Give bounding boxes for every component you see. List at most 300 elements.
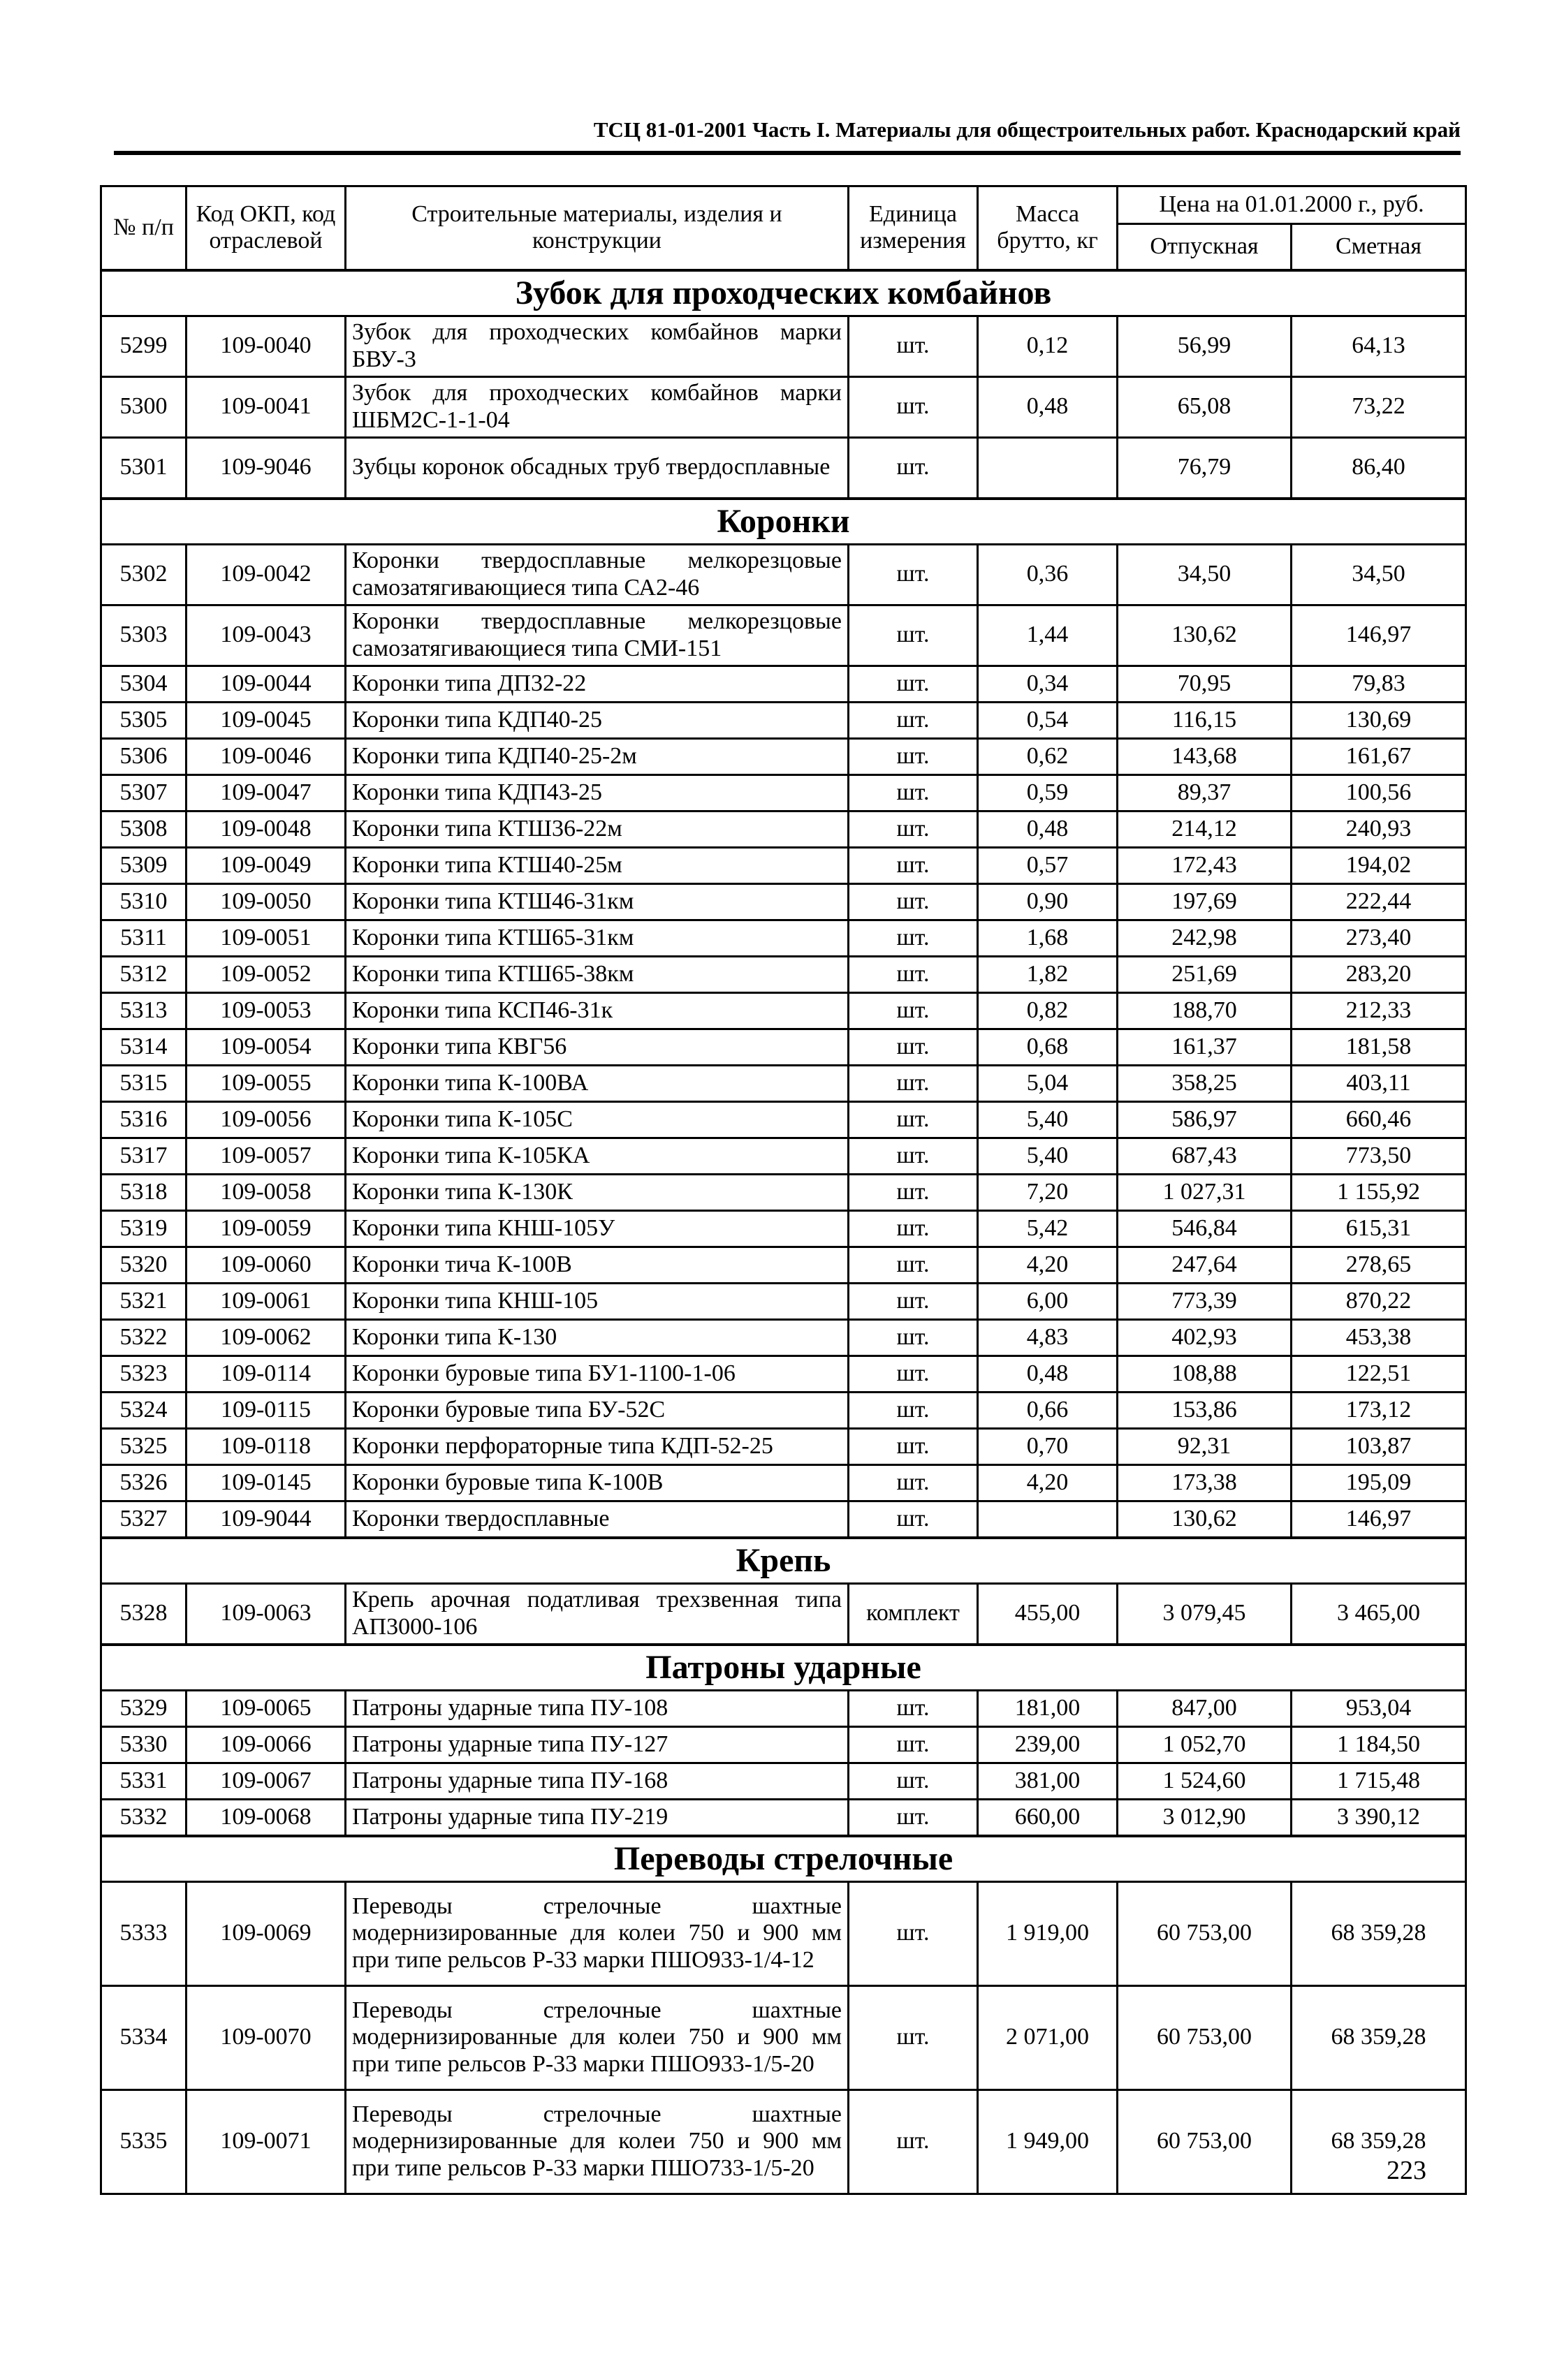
row-mass: 0,82 [978,992,1118,1029]
row-estimate-price: 222,44 [1292,883,1466,920]
row-name: Коронки типа ДП32-22 [346,666,849,702]
table-row [101,992,1466,1029]
row-number: 5304 [101,666,187,702]
row-release-price: 1 027,31 [1118,1174,1292,1210]
row-mass: 5,40 [978,1101,1118,1138]
row-mass: 0,48 [978,811,1118,847]
table-row [101,1985,1466,2089]
row-estimate-price: 1 184,50 [1292,1726,1466,1763]
row-name: Крепь арочная податливая трехзвенная типа АП3000-106 [346,1583,849,1645]
row-unit: шт. [849,992,978,1029]
row-number: 5320 [101,1247,187,1283]
row-number: 5303 [101,605,187,666]
row-code: 109-0070 [187,1985,346,2089]
row-code: 109-0053 [187,992,346,1029]
row-estimate-price: 103,87 [1292,1428,1466,1464]
table-row [101,811,1466,847]
row-mass: 0,66 [978,1392,1118,1428]
row-estimate-price: 283,20 [1292,956,1466,992]
header-rule [114,151,1461,155]
row-unit: шт. [849,1985,978,2089]
table-row [101,1174,1466,1210]
row-mass: 1,68 [978,920,1118,956]
row-estimate-price: 146,97 [1292,1501,1466,1538]
row-code: 109-0040 [187,316,346,376]
row-estimate-price: 773,50 [1292,1138,1466,1174]
row-release-price: 92,31 [1118,1428,1292,1464]
row-name: Патроны ударные типа ПУ-168 [346,1763,849,1799]
page-number: 223 [1387,2156,1426,2185]
row-release-price: 143,68 [1118,738,1292,774]
row-mass: 0,68 [978,1029,1118,1065]
row-code: 109-0051 [187,920,346,956]
row-estimate-price: 68 359,28 [1292,1881,1466,1985]
row-unit: шт. [849,956,978,992]
row-release-price: 130,62 [1118,605,1292,666]
row-code: 109-0061 [187,1283,346,1319]
row-code: 109-9044 [187,1501,346,1538]
row-estimate-price: 146,97 [1292,605,1466,666]
table-row [101,544,1466,605]
row-code: 109-0059 [187,1210,346,1247]
table-row [101,1583,1466,1645]
row-release-price: 130,62 [1118,1501,1292,1538]
row-number: 5324 [101,1392,187,1428]
row-mass: 0,90 [978,883,1118,920]
row-number: 5319 [101,1210,187,1247]
row-unit: шт. [849,316,978,376]
row-number: 5333 [101,1881,187,1985]
row-number: 5334 [101,1985,187,2089]
row-number: 5313 [101,992,187,1029]
row-code: 109-0114 [187,1356,346,1392]
row-estimate-price: 403,11 [1292,1065,1466,1101]
row-release-price: 586,97 [1118,1101,1292,1138]
row-unit: шт. [849,1210,978,1247]
table-row [101,376,1466,437]
row-estimate-price: 273,40 [1292,920,1466,956]
row-number: 5312 [101,956,187,992]
row-release-price: 197,69 [1118,883,1292,920]
row-unit: шт. [849,1065,978,1101]
row-estimate-price: 1 155,92 [1292,1174,1466,1210]
table-row [101,1763,1466,1799]
row-release-price: 116,15 [1118,702,1292,738]
table-row [101,738,1466,774]
table-row [101,1690,1466,1726]
row-name: Коронки типа КТШ65-38км [346,956,849,992]
row-name: Зубок для проходческих комбайнов марки ШБМ2С-1-1-04 [346,376,849,437]
row-code: 109-0063 [187,1583,346,1645]
row-name: Коронки типа КТШ40-25м [346,847,849,883]
row-mass: 0,48 [978,1356,1118,1392]
table-row [101,920,1466,956]
row-name: Коронки типа КНШ-105У [346,1210,849,1247]
row-mass [978,437,1118,499]
section-row [101,1538,1466,1584]
row-release-price: 358,25 [1118,1065,1292,1101]
row-number: 5299 [101,316,187,376]
row-unit: шт. [849,774,978,811]
row-release-price: 3 012,90 [1118,1799,1292,1836]
row-release-price: 214,12 [1118,811,1292,847]
table-row [101,1319,1466,1356]
row-mass: 0,70 [978,1428,1118,1464]
row-code: 109-0049 [187,847,346,883]
table-row [101,956,1466,992]
table-row [101,1428,1466,1464]
row-number: 5308 [101,811,187,847]
section-title: Переводы стрелочные [101,1836,1466,1882]
section-row [101,1836,1466,1882]
row-number: 5318 [101,1174,187,1210]
row-mass: 5,04 [978,1065,1118,1101]
table-row [101,1029,1466,1065]
row-unit: шт. [849,1726,978,1763]
row-estimate-price: 181,58 [1292,1029,1466,1065]
row-release-price: 546,84 [1118,1210,1292,1247]
row-unit: шт. [849,847,978,883]
row-name: Коронки твердосплавные мелкорезцовые самозатягивающиеся типа СА2-46 [346,544,849,605]
table-body [101,270,1466,2194]
row-number: 5306 [101,738,187,774]
row-number: 5332 [101,1799,187,1836]
col-unit-header: Единица измерения [849,186,978,270]
table-row [101,1065,1466,1101]
col-price-estimate-header: Сметная [1292,224,1466,270]
row-estimate-price: 161,67 [1292,738,1466,774]
section-row [101,499,1466,545]
table-header [101,186,1466,270]
row-release-price: 153,86 [1118,1392,1292,1428]
table-row [101,437,1466,499]
row-number: 5310 [101,883,187,920]
row-code: 109-0042 [187,544,346,605]
row-estimate-price: 240,93 [1292,811,1466,847]
row-mass: 5,42 [978,1210,1118,1247]
row-number: 5307 [101,774,187,811]
row-number: 5326 [101,1464,187,1501]
row-name: Коронки перфораторные типа КДП-52-25 [346,1428,849,1464]
row-mass: 1 949,00 [978,2089,1118,2194]
row-name: Коронки типа КДП40-25 [346,702,849,738]
col-price-group-header: Цена на 01.01.2000 г., руб. [1118,186,1466,224]
row-name: Патроны ударные типа ПУ-108 [346,1690,849,1726]
row-code: 109-0052 [187,956,346,992]
row-number: 5317 [101,1138,187,1174]
row-name: Коронки типа К-105КА [346,1138,849,1174]
row-unit: шт. [849,1763,978,1799]
row-estimate-price: 195,09 [1292,1464,1466,1501]
row-name: Переводы стрелочные шахтные модернизированные для колеи 750 и 900 мм при типе рельсов Р-33 марки ПШО733-1/5-20 [346,2089,849,2194]
row-mass: 2 071,00 [978,1985,1118,2089]
section-row [101,1645,1466,1691]
page-header [114,117,1461,151]
table-row [101,1726,1466,1763]
row-estimate-price: 122,51 [1292,1356,1466,1392]
row-name: Коронки буровые типа БУ-52С [346,1392,849,1428]
row-name: Коронки типа КДП43-25 [346,774,849,811]
row-estimate-price: 870,22 [1292,1283,1466,1319]
table-row [101,1101,1466,1138]
row-unit: шт. [849,1501,978,1538]
row-name: Коронки типа КТШ65-31км [346,920,849,956]
price-table [100,185,1467,2195]
row-mass [978,1501,1118,1538]
row-name: Переводы стрелочные шахтные модернизированные для колеи 750 и 900 мм при типе рельсов Р-33 марки ПШО933-1/4-12 [346,1881,849,1985]
row-unit: шт. [849,437,978,499]
row-mass: 0,12 [978,316,1118,376]
row-unit: шт. [849,544,978,605]
row-code: 109-0145 [187,1464,346,1501]
row-estimate-price: 173,12 [1292,1392,1466,1428]
row-estimate-price: 86,40 [1292,437,1466,499]
row-code: 109-0055 [187,1065,346,1101]
row-code: 109-0046 [187,738,346,774]
row-code: 109-0043 [187,605,346,666]
row-release-price: 76,79 [1118,437,1292,499]
row-code: 109-0058 [187,1174,346,1210]
row-name: Коронки типа КДП40-25-2м [346,738,849,774]
row-mass: 181,00 [978,1690,1118,1726]
table-row [101,1501,1466,1538]
row-release-price: 188,70 [1118,992,1292,1029]
row-release-price: 1 052,70 [1118,1726,1292,1763]
row-name: Коронки типа КСП46-31к [346,992,849,1029]
row-code: 109-0050 [187,883,346,920]
row-number: 5329 [101,1690,187,1726]
table-row [101,1138,1466,1174]
row-estimate-price: 34,50 [1292,544,1466,605]
row-code: 109-0071 [187,2089,346,2194]
row-code: 109-0118 [187,1428,346,1464]
row-number: 5309 [101,847,187,883]
row-number: 5331 [101,1763,187,1799]
row-name: Коронки типа К-105С [346,1101,849,1138]
row-mass: 1,44 [978,605,1118,666]
row-estimate-price: 194,02 [1292,847,1466,883]
section-title: Патроны ударные [101,1645,1466,1691]
row-mass: 0,36 [978,544,1118,605]
row-release-price: 173,38 [1118,1464,1292,1501]
row-code: 109-0068 [187,1799,346,1836]
row-release-price: 60 753,00 [1118,1881,1292,1985]
row-estimate-price: 953,04 [1292,1690,1466,1726]
row-name: Зубок для проходческих комбайнов марки БВУ-3 [346,316,849,376]
row-number: 5330 [101,1726,187,1763]
row-unit: шт. [849,376,978,437]
row-unit: шт. [849,1319,978,1356]
row-release-price: 108,88 [1118,1356,1292,1392]
table-row [101,605,1466,666]
row-unit: шт. [849,1799,978,1836]
row-name: Коронки твердосплавные [346,1501,849,1538]
row-mass: 455,00 [978,1583,1118,1645]
table-row [101,1881,1466,1985]
row-unit: шт. [849,738,978,774]
row-name: Патроны ударные типа ПУ-219 [346,1799,849,1836]
row-unit: шт. [849,920,978,956]
section-title: Зубок для проходческих комбайнов [101,270,1466,316]
table-row [101,883,1466,920]
row-unit: шт. [849,1174,978,1210]
row-mass: 660,00 [978,1799,1118,1836]
row-unit: шт. [849,1247,978,1283]
row-mass: 0,59 [978,774,1118,811]
row-release-price: 34,50 [1118,544,1292,605]
row-release-price: 242,98 [1118,920,1292,956]
table-row [101,1392,1466,1428]
row-mass: 0,48 [978,376,1118,437]
row-release-price: 161,37 [1118,1029,1292,1065]
row-unit: шт. [849,1356,978,1392]
row-code: 109-0069 [187,1881,346,1985]
row-code: 109-0060 [187,1247,346,1283]
row-name: Коронки типа КВГ56 [346,1029,849,1065]
row-name: Коронки типа КНШ-105 [346,1283,849,1319]
row-estimate-price: 130,69 [1292,702,1466,738]
row-estimate-price: 64,13 [1292,316,1466,376]
row-number: 5327 [101,1501,187,1538]
row-name: Коронки тича К-100В [346,1247,849,1283]
col-price-release-header: Отпускная [1118,224,1292,270]
row-code: 109-0047 [187,774,346,811]
row-unit: шт. [849,605,978,666]
row-code: 109-0048 [187,811,346,847]
row-unit: шт. [849,811,978,847]
row-name: Коронки типа К-130К [346,1174,849,1210]
table-row [101,1799,1466,1836]
row-estimate-price: 3 465,00 [1292,1583,1466,1645]
row-unit: шт. [849,1138,978,1174]
row-estimate-price: 3 390,12 [1292,1799,1466,1836]
row-release-price: 56,99 [1118,316,1292,376]
row-mass: 1,82 [978,956,1118,992]
row-name: Коронки типа К-100ВА [346,1065,849,1101]
row-mass: 0,54 [978,702,1118,738]
row-code: 109-0057 [187,1138,346,1174]
row-number: 5325 [101,1428,187,1464]
row-number: 5322 [101,1319,187,1356]
row-number: 5316 [101,1101,187,1138]
row-estimate-price: 68 359,28 [1292,2089,1466,2194]
row-number: 5323 [101,1356,187,1392]
table-row [101,702,1466,738]
row-name: Коронки типа К-130 [346,1319,849,1356]
row-name: Коронки типа КТШ46-31км [346,883,849,920]
row-estimate-price: 615,31 [1292,1210,1466,1247]
row-release-price: 60 753,00 [1118,2089,1292,2194]
row-name: Переводы стрелочные шахтные модернизированные для колеи 750 и 900 мм при типе рельсов Р-33 марки ПШО933-1/5-20 [346,1985,849,2089]
row-release-price: 1 524,60 [1118,1763,1292,1799]
row-estimate-price: 453,38 [1292,1319,1466,1356]
section-title: Коронки [101,499,1466,545]
row-release-price: 172,43 [1118,847,1292,883]
row-release-price: 687,43 [1118,1138,1292,1174]
row-name: Коронки типа КТШ36-22м [346,811,849,847]
row-code: 109-0115 [187,1392,346,1428]
row-number: 5300 [101,376,187,437]
row-name: Коронки твердосплавные мелкорезцовые самозатягивающиеся типа СМИ-151 [346,605,849,666]
col-mass-header: Масса брутто, кг [978,186,1118,270]
row-release-price: 251,69 [1118,956,1292,992]
row-estimate-price: 68 359,28 [1292,1985,1466,2089]
row-unit: шт. [849,702,978,738]
row-number: 5301 [101,437,187,499]
section-title: Крепь [101,1538,1466,1584]
row-unit: шт. [849,1283,978,1319]
table-row [101,847,1466,883]
row-code: 109-0054 [187,1029,346,1065]
row-mass: 4,83 [978,1319,1118,1356]
table-row [101,1247,1466,1283]
row-name: Патроны ударные типа ПУ-127 [346,1726,849,1763]
row-unit: шт. [849,1690,978,1726]
row-estimate-price: 100,56 [1292,774,1466,811]
row-name: Коронки буровые типа БУ1-1100-1-06 [346,1356,849,1392]
row-code: 109-0065 [187,1690,346,1726]
row-unit: шт. [849,883,978,920]
col-num-header: № п/п [101,186,187,270]
row-estimate-price: 212,33 [1292,992,1466,1029]
row-name: Зубцы коронок обсадных труб твердосплавные [346,437,849,499]
row-release-price: 247,64 [1118,1247,1292,1283]
row-estimate-price: 1 715,48 [1292,1763,1466,1799]
table-row [101,2089,1466,2194]
row-unit: шт. [849,1428,978,1464]
row-number: 5305 [101,702,187,738]
row-number: 5321 [101,1283,187,1319]
row-release-price: 847,00 [1118,1690,1292,1726]
row-mass: 1 919,00 [978,1881,1118,1985]
row-code: 109-0067 [187,1763,346,1799]
row-mass: 0,62 [978,738,1118,774]
row-mass: 0,57 [978,847,1118,883]
row-unit: шт. [849,1029,978,1065]
row-mass: 239,00 [978,1726,1118,1763]
row-code: 109-0045 [187,702,346,738]
row-unit: шт. [849,1464,978,1501]
row-mass: 5,40 [978,1138,1118,1174]
row-unit: шт. [849,1101,978,1138]
row-mass: 7,20 [978,1174,1118,1210]
table-row [101,316,1466,376]
row-estimate-price: 79,83 [1292,666,1466,702]
table-row [101,1464,1466,1501]
table-row [101,1283,1466,1319]
row-unit: шт. [849,1392,978,1428]
row-release-price: 89,37 [1118,774,1292,811]
row-unit: шт. [849,2089,978,2194]
row-estimate-price: 73,22 [1292,376,1466,437]
row-number: 5328 [101,1583,187,1645]
row-mass: 0,34 [978,666,1118,702]
row-code: 109-0056 [187,1101,346,1138]
col-name-header: Строительные материалы, изделия и конструкции [346,186,849,270]
col-code-header: Код ОКП, код отраслевой [187,186,346,270]
table-row [101,666,1466,702]
row-mass: 4,20 [978,1464,1118,1501]
row-number: 5335 [101,2089,187,2194]
row-release-price: 65,08 [1118,376,1292,437]
row-release-price: 773,39 [1118,1283,1292,1319]
row-unit: шт. [849,666,978,702]
row-code: 109-0062 [187,1319,346,1356]
section-row [101,270,1466,316]
table-row [101,774,1466,811]
row-number: 5311 [101,920,187,956]
row-release-price: 60 753,00 [1118,1985,1292,2089]
